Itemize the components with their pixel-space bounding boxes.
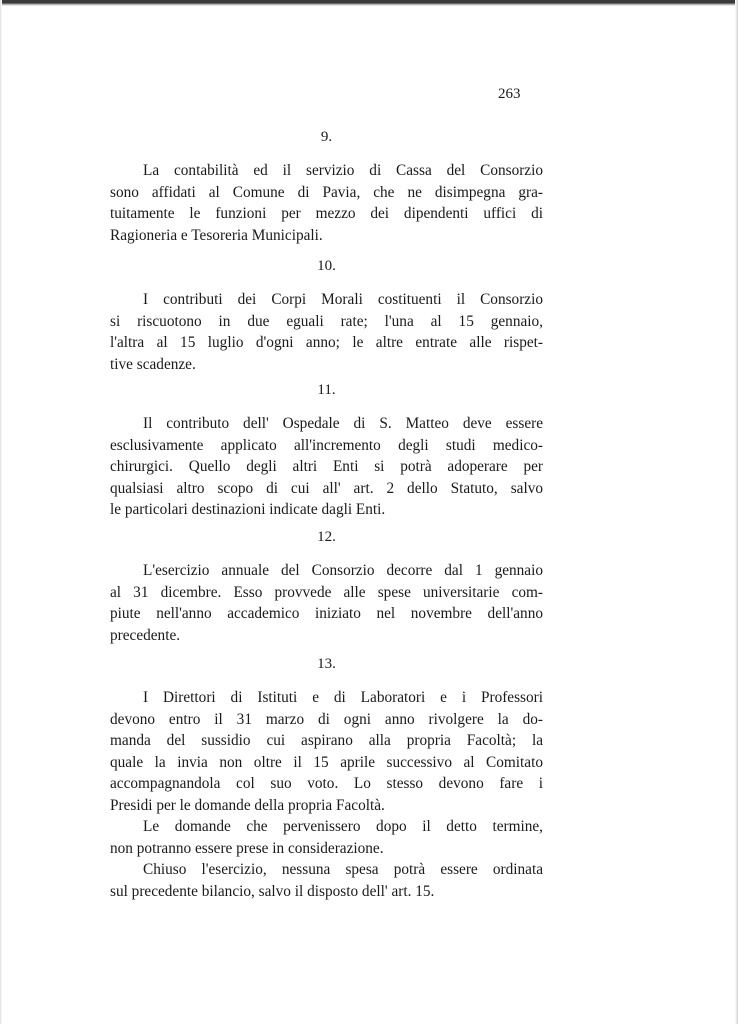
text-line: La contabilità ed il servizio di Cassa del Consorzio xyxy=(143,162,543,179)
paragraph xyxy=(110,687,543,816)
text-line: L'esercizio annuale del Consorzio decorre dal 1 gennaio xyxy=(143,562,543,579)
text-line: chirurgici. Quello degli altri Enti si potrà adoperare per xyxy=(110,458,543,475)
text-line: devono entro il 31 marzo di ogni anno rivolgere la do- xyxy=(110,710,543,728)
text-line: non potranno essere prese in considerazione. xyxy=(110,839,384,857)
text-line: si riscuotono in due eguali rate; l'una al 15 gennaio, xyxy=(110,312,543,330)
text-line: precedente. xyxy=(110,626,181,644)
text-line: Ragioneria e Tesoreria Municipali. xyxy=(110,226,323,244)
section-13 xyxy=(110,655,543,902)
text-line: esclusivamente applicato all'incremento degli studi medico- xyxy=(110,436,543,454)
text-line: Presidi per le domande della propria Facoltà. xyxy=(110,796,385,814)
paragraph xyxy=(110,413,543,521)
paragraph xyxy=(110,560,543,646)
text-line: tive scadenze. xyxy=(110,355,196,373)
section-11 xyxy=(110,381,543,521)
text-line: piute nell'anno accademico iniziato nel novembre dell'anno xyxy=(110,605,543,622)
section-9 xyxy=(110,128,543,246)
paragraph xyxy=(110,816,543,859)
scan-border-top xyxy=(0,0,738,6)
text-line: Chiuso l'esercizio, nessuna spesa potrà essere ordinata xyxy=(143,861,543,878)
text-line: l'altra al 15 luglio d'ogni anno; le altre entrate alle rispet- xyxy=(110,334,543,351)
paragraph xyxy=(110,289,543,375)
text-line: sono affidati al Comune di Pavia, che ne disimpegna gra- xyxy=(110,183,543,201)
text-line: I contributi dei Corpi Morali costituenti il Consorzio xyxy=(143,291,543,308)
text-line: tuitamente le funzioni per mezzo dei dipendenti uffici di xyxy=(110,205,543,222)
scan-border-left xyxy=(0,0,2,1024)
text-line: accompagnandola col suo voto. Lo stesso devono fare i xyxy=(110,775,543,792)
text-line: manda del sussidio cui aspirano alla propria Facoltà; la xyxy=(110,732,543,749)
text-line: al 31 dicembre. Esso provvede alle spese universitarie com- xyxy=(110,583,543,601)
section-heading: 11. xyxy=(317,382,336,398)
text-line: qualsiasi altro scopo di cui all' art. 2 dello Statuto, salvo xyxy=(110,479,543,497)
text-line: quale la invia non oltre il 15 aprile successivo al Comitato xyxy=(110,753,543,771)
section-heading: 12. xyxy=(317,529,336,545)
paragraph xyxy=(110,859,543,902)
text-line: Le domande che pervenissero dopo il detto termine, xyxy=(143,818,543,835)
page-number: 263 xyxy=(498,86,521,102)
section-heading: 9. xyxy=(320,129,333,145)
text-line: Il contributo dell' Ospedale di S. Matteo deve essere xyxy=(143,415,543,432)
section-10 xyxy=(110,257,543,375)
section-12 xyxy=(110,528,543,646)
text-line: I Direttori di Istituti e di Laboratori e i Professori xyxy=(143,689,543,706)
text-line: sul precedente bilancio, salvo il disposto dell' art. 15. xyxy=(110,882,435,900)
section-heading: 10. xyxy=(317,258,336,274)
paragraph xyxy=(110,160,543,246)
section-heading: 13. xyxy=(317,656,336,672)
text-line: le particolari destinazioni indicate dagli Enti. xyxy=(110,501,386,518)
